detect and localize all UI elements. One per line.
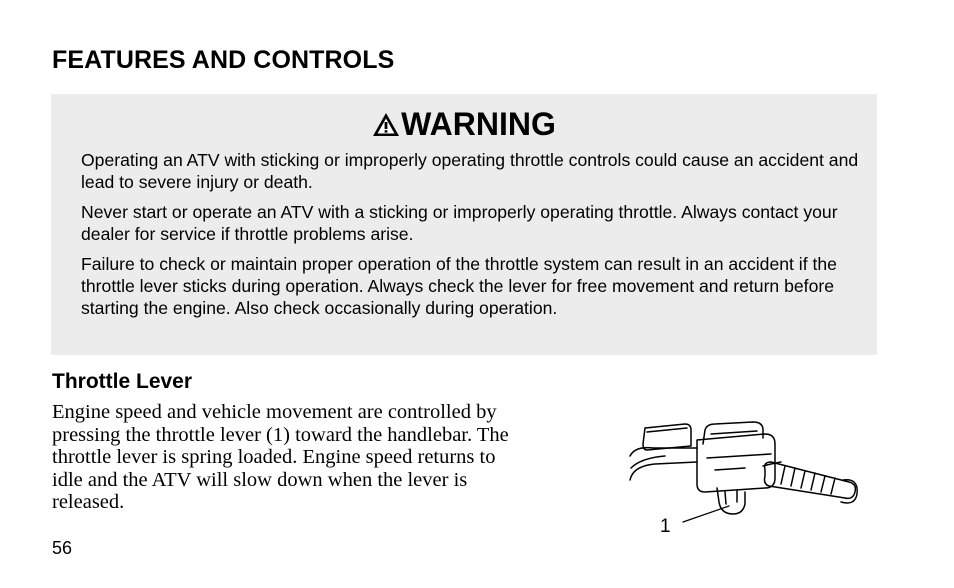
warning-text	[81, 149, 861, 327]
warning-triangle-icon	[372, 112, 400, 137]
callout-label-1: 1	[660, 516, 671, 537]
warning-box	[51, 94, 877, 355]
warning-heading	[51, 106, 877, 142]
warning-paragraph: Operating an ATV with sticking or improperly operating throttle controls could cause an accident and lead to severe injury or death.	[81, 150, 859, 192]
warning-paragraph: Failure to check or maintain proper operation of the throttle system can result in an accident if the throttle lever sticks during operation. Always check the lever for free movement and return before starting the engine. Also check occasionally during operation.	[81, 254, 837, 318]
throttle-lever-title: Throttle Lever	[52, 370, 193, 393]
page-number: 56	[52, 538, 73, 558]
warning-title: WARNING	[401, 106, 556, 142]
throttle-lever-description: Engine speed and vehicle movement are controlled by pressing the throttle lever (1) toward the handlebar. The throttle lever is spring loaded. Engine speed returns to idle and the ATV will slow down when the lever is released.	[52, 401, 509, 513]
section-title: FEATURES AND CONTROLS	[52, 46, 395, 74]
warning-paragraph: Never start or operate an ATV with a sticking or improperly operating throttle. Always contact your dealer for service if throttle problems arise.	[81, 202, 838, 244]
